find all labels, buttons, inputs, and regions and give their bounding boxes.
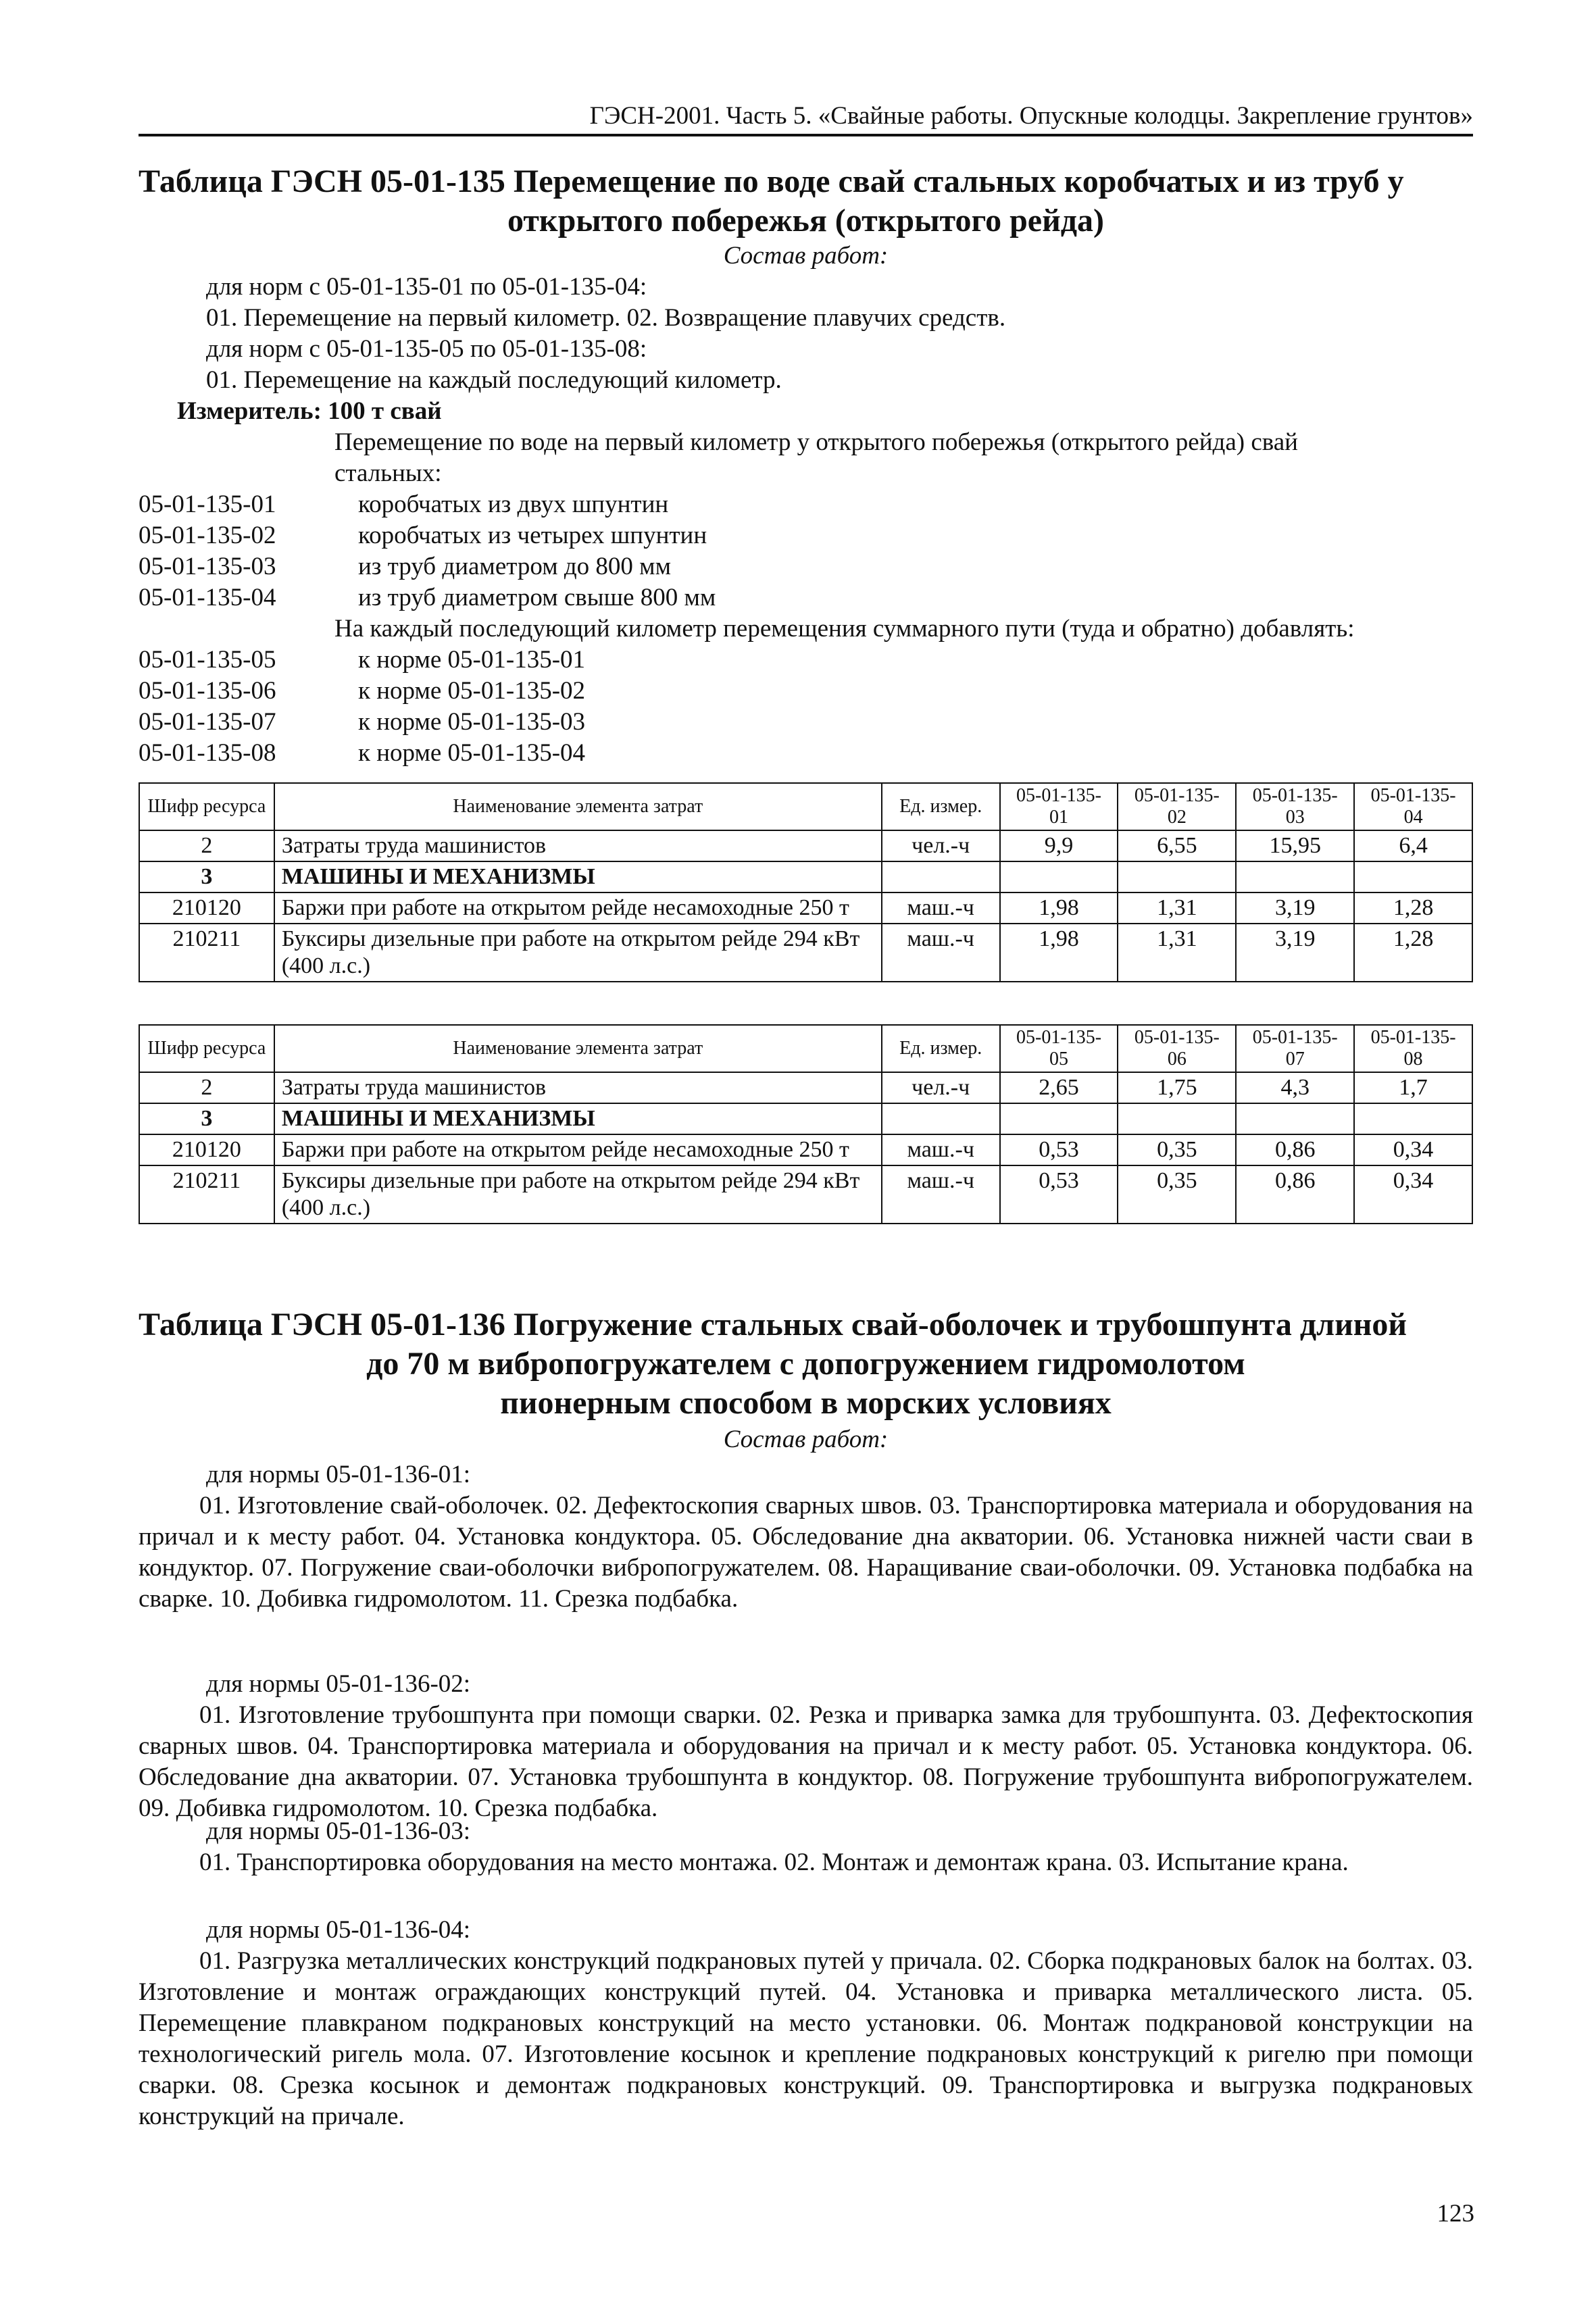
cell-value: 9,9 <box>1000 830 1118 861</box>
table-135-title-line-1: Таблица ГЭСН 05-01-135 Перемещение по воде свай стальных коробчатых и из труб у <box>139 164 1404 199</box>
cell-unit: маш.-ч <box>882 1165 1000 1224</box>
norm-desc: к норме 05-01-135-03 <box>358 708 586 736</box>
block-text-content: 01. Разгрузка металлических конструкций подкрановых путей у причала. 02. Сборка подкрановых балок на болтах. 03. Изготовление и монтаж ограждающих конструкций путей. 04. Установка и приварка металлического листа. 05. Перемещение плавкраном подкрановых конструкций на место установки. 06. Монтаж подкрановой конструкции на технологический ригель мола. 07. Изготовление косынок и крепление подкрановых конструкций к ригелю при помощи сварки. 08. Срезка косынок и демонтаж подкрановых конструкций. 09. Транспортировка и выгрузка подкрановых конструкций на причале. <box>139 1947 1473 2130</box>
cell-name: Затраты труда машинистов <box>274 1072 882 1103</box>
cell-unit: маш.-ч <box>882 892 1000 924</box>
block-text-content: 01. Изготовление свай-оболочек. 02. Дефектоскопия сварных швов. 03. Транспортировка материала и оборудования на причал и к месту работ. 04. Установка кондуктора. 05. Обследование дна акватории. 06. Установка нижней части сваи в кондуктор. 07. Погружение сваи-оболочки вибропогружателем. 08. Наращивание сваи-оболочки. 09. Установка подбабка на сварке. 10. Добивка гидромолотом. 11. Срезка подбабка. <box>139 1492 1473 1613</box>
resource-table-1 <box>139 782 1473 982</box>
cell-name: Буксиры дизельные при работе на открытом рейде 294 кВт (400 л.с.) <box>274 1165 882 1224</box>
header-norm: 05-01-135-05 <box>1000 1025 1118 1072</box>
header-unit: Ед. измер. <box>882 1025 1000 1072</box>
block-label: для нормы 05-01-136-03: <box>206 1817 471 1845</box>
cell-name: МАШИНЫ И МЕХАНИЗМЫ <box>274 861 882 892</box>
cell-value: 6,4 <box>1354 830 1472 861</box>
composition-line: 01. Перемещение на каждый последующий километр. <box>206 366 782 394</box>
cell-unit: маш.-ч <box>882 924 1000 982</box>
header-norm: 05-01-135-06 <box>1118 1025 1236 1072</box>
cell-code: 210211 <box>139 1165 274 1224</box>
norm-desc: к норме 05-01-135-01 <box>358 646 586 674</box>
cell-value: 0,53 <box>1000 1134 1118 1165</box>
cell-value: 0,35 <box>1118 1134 1236 1165</box>
cell-value: 0,34 <box>1354 1134 1472 1165</box>
resource-table-2 <box>139 1024 1473 1224</box>
norms-intro-cont: стальных: <box>334 459 442 487</box>
cell-value: 0,86 <box>1236 1165 1354 1224</box>
norm-code: 05-01-135-07 <box>139 708 276 736</box>
norms-intro-2: На каждый последующий километр перемещения суммарного пути (туда и обратно) добавлять: <box>334 615 1355 643</box>
measure-unit: Измеритель: 100 т свай <box>177 397 442 425</box>
cell-code: 3 <box>139 861 274 892</box>
cell-value: 0,53 <box>1000 1165 1118 1224</box>
block-label: для нормы 05-01-136-02: <box>206 1670 471 1698</box>
cell-name: Затраты труда машинистов <box>274 830 882 861</box>
norms-intro: Перемещение по воде на первый километр у открытого побережья (открытого рейда) свай <box>334 428 1298 456</box>
header-name: Наименование элемента затрат <box>274 1025 882 1072</box>
norm-code: 05-01-135-04 <box>139 584 276 611</box>
header-norm: 05-01-135-04 <box>1354 783 1472 830</box>
header-unit: Ед. измер. <box>882 783 1000 830</box>
table-header-row <box>139 1025 1472 1072</box>
block-label: для нормы 05-01-136-01: <box>206 1461 471 1488</box>
cell-value: 1,7 <box>1354 1072 1472 1103</box>
norm-code: 05-01-135-05 <box>139 646 276 674</box>
running-header: ГЭСН-2001. Часть 5. «Свайные работы. Опускные колодцы. Закрепление грунтов» <box>139 101 1473 136</box>
cell-unit: чел.-ч <box>882 1072 1000 1103</box>
cell-name: МАШИНЫ И МЕХАНИЗМЫ <box>274 1103 882 1134</box>
block-text-content: 01. Изготовление трубошпунта при помощи сварки. 02. Резка и приварка замка для трубошпунта. 03. Дефектоскопия сварных швов. 04. Транспортировка материала и оборудования на причал и к месту работ. 05. Установка кондуктора. 06. Обследование дна акватории. 07. Установка трубошпунта в кондуктор. 08. Погружение трубошпунта вибропогружателем. 09. Добивка гидромолотом. 10. Срезка подбабка. <box>139 1701 1473 1822</box>
header-norm: 05-01-135-02 <box>1118 783 1236 830</box>
table-header-row <box>139 783 1472 830</box>
cell-code: 2 <box>139 1072 274 1103</box>
cell-name: Баржи при работе на открытом рейде несамоходные 250 т <box>274 1134 882 1165</box>
table-row-section <box>139 861 1472 892</box>
norm-desc: к норме 05-01-135-04 <box>358 739 586 767</box>
block-text <box>139 1847 1473 1878</box>
block-text-content: 01. Транспортировка оборудования на место монтажа. 02. Монтаж и демонтаж крана. 03. Испытание крана. <box>199 1848 1349 1876</box>
header-norm: 05-01-135-01 <box>1000 783 1118 830</box>
composition-line: для норм с 05-01-135-01 по 05-01-135-04: <box>206 273 647 301</box>
norm-code: 05-01-135-06 <box>139 677 276 705</box>
cell-value: 15,95 <box>1236 830 1354 861</box>
block-text <box>139 1700 1473 1824</box>
header-code: Шифр ресурса <box>139 1025 274 1072</box>
table-136-title <box>139 1305 1473 1423</box>
cell-code: 210211 <box>139 924 274 982</box>
page-number: 123 <box>1437 2200 1474 2228</box>
cell-code: 210120 <box>139 892 274 924</box>
cell-value: 1,98 <box>1000 924 1118 982</box>
table-row <box>139 892 1472 924</box>
header-norm: 05-01-135-07 <box>1236 1025 1354 1072</box>
cell-code: 210120 <box>139 1134 274 1165</box>
norm-code: 05-01-135-08 <box>139 739 276 767</box>
table-135-title-line-2: открытого побережья (открытого рейда) <box>507 203 1105 238</box>
norm-code: 05-01-135-01 <box>139 491 276 518</box>
cell-code: 3 <box>139 1103 274 1134</box>
composition-label: Состав работ: <box>723 1426 889 1453</box>
header-code: Шифр ресурса <box>139 783 274 830</box>
cell-value: 2,65 <box>1000 1072 1118 1103</box>
norm-desc: к норме 05-01-135-02 <box>358 677 586 705</box>
norm-desc: коробчатых из двух шпунтин <box>358 491 669 518</box>
table-136-title-line-1: Таблица ГЭСН 05-01-136 Погружение стальных свай-оболочек и трубошпунта длиной <box>139 1307 1407 1342</box>
norm-code: 05-01-135-03 <box>139 553 276 580</box>
cell-unit: маш.-ч <box>882 1134 1000 1165</box>
composition-label: Состав работ: <box>723 242 889 270</box>
cell-value: 0,35 <box>1118 1165 1236 1224</box>
block-text <box>139 1490 1473 1615</box>
table-136-title-line-2: до 70 м вибропогружателем с допогружением гидромолотом <box>366 1346 1245 1382</box>
cell-unit: чел.-ч <box>882 830 1000 861</box>
table-row-labor <box>139 1072 1472 1103</box>
table-135-title <box>139 162 1473 241</box>
cell-value: 0,86 <box>1236 1134 1354 1165</box>
cell-value: 1,75 <box>1118 1072 1236 1103</box>
composition-line: для норм с 05-01-135-05 по 05-01-135-08: <box>206 335 647 363</box>
cell-value: 1,98 <box>1000 892 1118 924</box>
cell-value: 1,31 <box>1118 924 1236 982</box>
cell-value: 0,34 <box>1354 1165 1472 1224</box>
header-name: Наименование элемента затрат <box>274 783 882 830</box>
cell-name: Баржи при работе на открытом рейде несамоходные 250 т <box>274 892 882 924</box>
block-label: для нормы 05-01-136-04: <box>206 1916 471 1944</box>
block-text <box>139 1946 1473 2132</box>
cell-value: 4,3 <box>1236 1072 1354 1103</box>
table-row-section <box>139 1103 1472 1134</box>
cell-value: 1,31 <box>1118 892 1236 924</box>
norm-desc: из труб диаметром свыше 800 мм <box>358 584 716 611</box>
composition-line: 01. Перемещение на первый километр. 02. Возвращение плавучих средств. <box>206 304 1006 332</box>
norm-desc: из труб диаметром до 800 мм <box>358 553 672 580</box>
table-row <box>139 1134 1472 1165</box>
cell-value: 1,28 <box>1354 924 1472 982</box>
cell-value: 1,28 <box>1354 892 1472 924</box>
cell-code: 2 <box>139 830 274 861</box>
header-norm: 05-01-135-03 <box>1236 783 1354 830</box>
table-row <box>139 924 1472 982</box>
table-row <box>139 1165 1472 1224</box>
cell-value: 3,19 <box>1236 892 1354 924</box>
table-row-labor <box>139 830 1472 861</box>
table-136-title-line-3: пионерным способом в морских условиях <box>500 1385 1112 1421</box>
norm-code: 05-01-135-02 <box>139 522 276 549</box>
norm-desc: коробчатых из четырех шпунтин <box>358 522 707 549</box>
cell-name: Буксиры дизельные при работе на открытом рейде 294 кВт (400 л.с.) <box>274 924 882 982</box>
cell-value: 3,19 <box>1236 924 1354 982</box>
header-norm: 05-01-135-08 <box>1354 1025 1472 1072</box>
cell-value: 6,55 <box>1118 830 1236 861</box>
